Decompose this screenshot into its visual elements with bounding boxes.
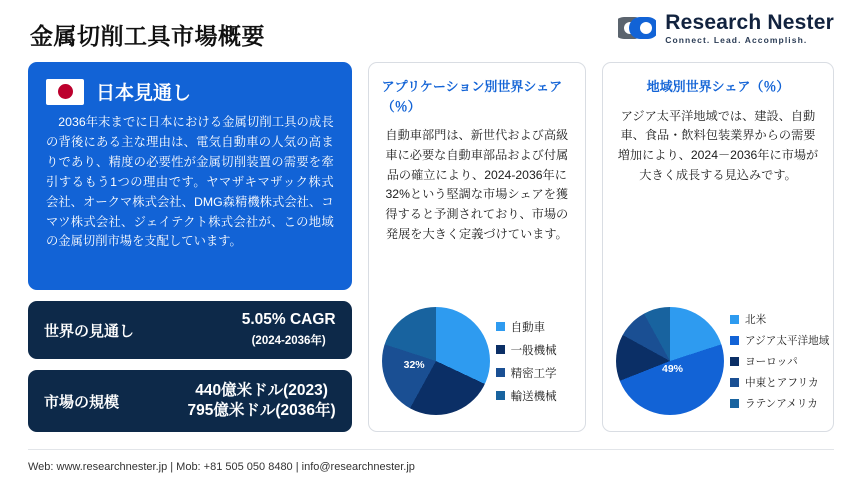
application-pie-slices <box>382 307 490 415</box>
legend-swatch-icon <box>730 315 739 324</box>
brand-tagline: Connect. Lead. Accomplish. <box>665 35 808 46</box>
legend-item-latin-america <box>730 396 829 411</box>
regional-share-chart <box>616 307 830 421</box>
legend-item-automotive <box>496 319 557 335</box>
brand-name: Research Nester <box>665 11 834 34</box>
japan-outlook-title: 日本見通し <box>96 83 192 104</box>
legend-label: 自動車 <box>510 321 546 334</box>
page-title: 金属切削工具市場概要 <box>30 23 265 49</box>
legend-label: 輸送機械 <box>510 390 557 403</box>
brand-logo <box>618 12 834 45</box>
regional-share-text: アジア太平洋地域では、建設、自動車、食品・飲料包装業界からの需要増加により、2024－2036年に市場が大きく成長する見込みです。 <box>617 108 819 182</box>
legend-label: アジア太平洋地域 <box>745 334 830 347</box>
legend-label: 中東とアフリカ <box>745 376 819 389</box>
footer-contact-text: Web: www.researchnester.jp | Mob: +81 505 050 8480 | info@researchnester.jp <box>28 461 415 473</box>
left-column <box>28 62 352 432</box>
application-pie-chart <box>382 307 490 415</box>
footer <box>28 449 834 484</box>
application-legend <box>496 319 557 404</box>
japan-outlook-body: 2036年末までに日本における金属切削工具の成長の背後にある主な理由は、電気自動車の人気の高まりであり、精度の必要性が金属切削装置の需要を牽引するもう1つの理由です。ヤマザキマザック株式会社、オークマ株式会社、DMG森精機株式会社、コマツ株式会社、ジェイテクト株式会社が、この地域の金属切削市場を支配しています。 <box>46 115 334 249</box>
legend-item-asia-pacific <box>730 333 829 348</box>
legend-swatch-icon <box>496 345 505 354</box>
global-outlook-card <box>28 301 352 359</box>
market-size-value-2023: 440億米ドル(2023) <box>195 382 328 399</box>
legend-swatch-icon <box>730 357 739 366</box>
legend-label: 北米 <box>745 313 767 326</box>
legend-swatch-icon <box>730 378 739 387</box>
application-share-text: 自動車部門は、新世代および高級車に必要な自動車部品および付属品の確立により、2024-2036年に32%という堅調な市場シェアを獲得すると予測されており、市場の発展を大きく定義づけています。 <box>385 128 569 241</box>
application-slice-label-automotive: 32% <box>403 359 425 371</box>
legend-swatch-icon <box>730 399 739 408</box>
japan-outlook-card <box>28 62 352 290</box>
legend-item-transport-machinery <box>496 388 557 404</box>
regional-share-panel <box>602 62 834 432</box>
application-share-chart <box>382 307 572 421</box>
legend-item-north-america <box>730 312 829 327</box>
legend-label: 一般機械 <box>510 344 557 357</box>
japan-flag-icon <box>46 79 84 105</box>
legend-item-europe <box>730 354 829 369</box>
legend-swatch-icon <box>496 322 505 331</box>
regional-pie-slices <box>616 307 724 415</box>
header <box>28 0 834 62</box>
legend-item-middle-east-africa <box>730 375 829 390</box>
legend-item-precision-engineering <box>496 365 557 381</box>
global-outlook-period: (2024-2036年) <box>251 335 326 347</box>
legend-label: 精密工学 <box>510 367 557 380</box>
legend-label: ヨーロッパ <box>745 355 798 368</box>
legend-swatch-icon <box>496 391 505 400</box>
market-size-label: 市場の規模 <box>44 393 120 411</box>
market-size-card <box>28 370 352 432</box>
market-size-values <box>187 381 335 421</box>
legend-item-general-machinery <box>496 342 557 358</box>
content-columns <box>28 62 834 432</box>
market-size-value-2036: 795億米ドル(2036年) <box>187 402 336 419</box>
interlocking-links-logo-icon <box>618 13 656 43</box>
global-outlook-label: 世界の見通し <box>44 322 135 340</box>
regional-legend <box>730 312 829 411</box>
regional-share-title: 地域別世界シェア（％） <box>646 79 790 94</box>
application-share-title: アプリケーション別世界シェア（％） <box>381 79 563 114</box>
regional-slice-label-apac: 49% <box>662 363 684 375</box>
japan-outlook-heading <box>46 78 334 105</box>
legend-label: ラテンアメリカ <box>745 397 818 410</box>
regional-pie-chart <box>616 307 724 415</box>
legend-swatch-icon <box>496 368 505 377</box>
application-share-panel <box>368 62 586 432</box>
global-outlook-value: 5.05% CAGR <box>241 311 336 328</box>
legend-swatch-icon <box>730 336 739 345</box>
global-outlook-values <box>242 310 336 350</box>
